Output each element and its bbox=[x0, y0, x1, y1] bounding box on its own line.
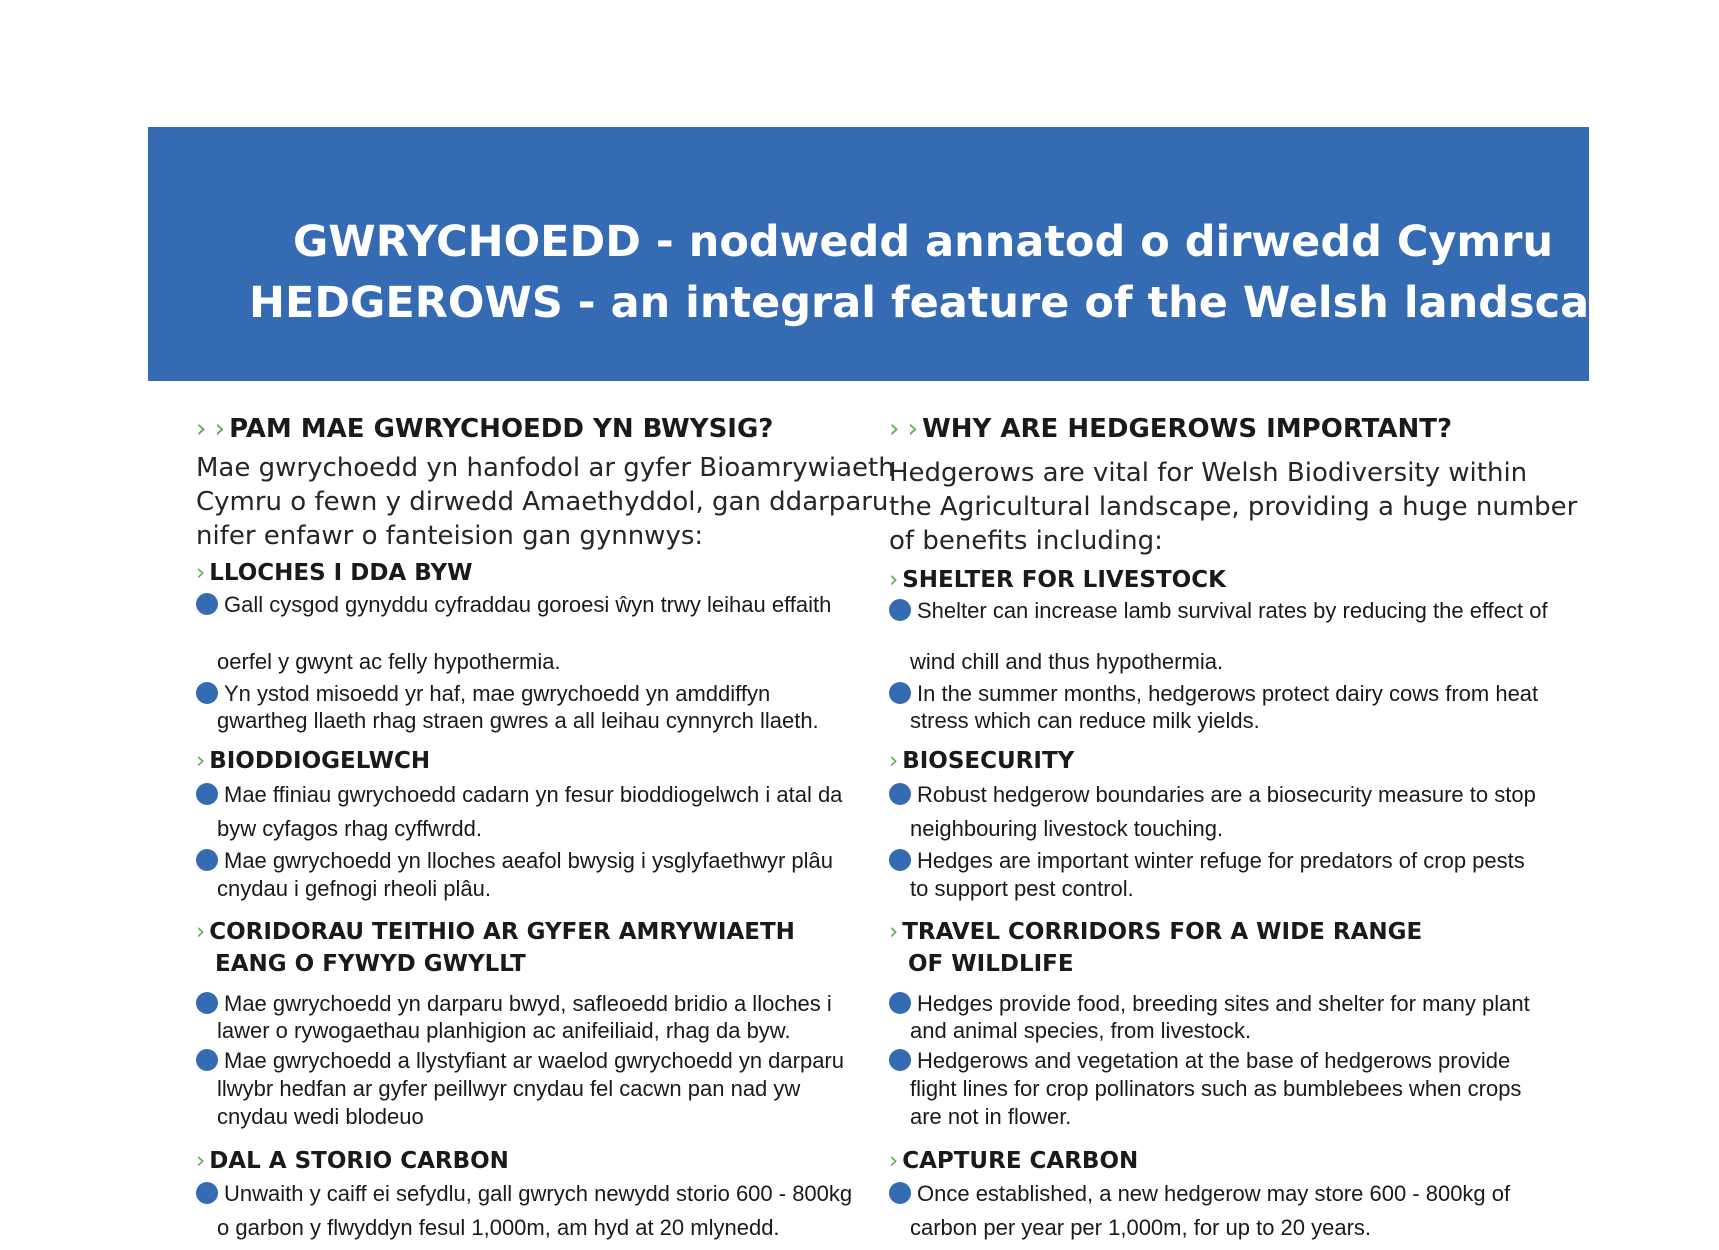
bullet-icon bbox=[196, 682, 218, 704]
list-item-continuation: byw cyfagos rhag cyffwrdd. bbox=[217, 816, 482, 841]
chevron-right-icon: › bbox=[889, 567, 899, 593]
bullet-icon bbox=[889, 849, 911, 871]
list-item: Hedges are important winter refuge for predators of crop pests bbox=[889, 847, 1525, 875]
list-item: Unwaith y caiff ei sefydlu, gall gwrych newydd storio 600 - 800kg bbox=[196, 1180, 852, 1208]
left-intro-line: Mae gwrychoedd yn hanfodol ar gyfer Bioamrywiaeth bbox=[196, 453, 895, 483]
list-item-continuation: stress which can reduce milk yields. bbox=[910, 708, 1260, 733]
title-banner bbox=[148, 127, 1650, 381]
chevron-right-icon: › › bbox=[889, 414, 919, 444]
chevron-right-icon: › bbox=[196, 919, 206, 945]
chevron-right-icon: › bbox=[889, 748, 899, 774]
chevron-right-icon: › bbox=[196, 560, 206, 586]
left-section-corridors-title-line2: EANG O FYWYD GWYLLT bbox=[215, 951, 526, 977]
bullet-icon bbox=[196, 992, 218, 1014]
right-heading-text: WHY ARE HEDGEROWS IMPORTANT? bbox=[922, 414, 1453, 444]
list-item-continuation: gwartheg llaeth rhag straen gwres a all leihau cynnyrch llaeth. bbox=[217, 708, 819, 733]
list-item-continuation: cnydau wedi blodeuo bbox=[217, 1104, 424, 1129]
right-section-shelter-title: › SHELTER FOR LIVESTOCK bbox=[889, 567, 1226, 593]
left-intro-line: nifer enfawr o fanteision gan gynnwys: bbox=[196, 521, 704, 551]
list-item-continuation: neighbouring livestock touching. bbox=[910, 816, 1224, 841]
bullet-icon bbox=[196, 1049, 218, 1071]
right-intro bbox=[889, 456, 1577, 558]
bullet-icon bbox=[196, 1182, 218, 1204]
list-item: Mae ffiniau gwrychoedd cadarn yn fesur bioddiogelwch i atal da bbox=[196, 781, 842, 809]
bullet-icon bbox=[889, 992, 911, 1014]
list-item: Once established, a new hedgerow may store 600 - 800kg of bbox=[889, 1180, 1510, 1208]
left-intro bbox=[196, 451, 895, 553]
list-item: Gall cysgod gynyddu cyfraddau goroesi ŵyn trwy leihau effaith bbox=[196, 591, 831, 619]
chevron-right-icon: › bbox=[889, 919, 899, 945]
title-welsh: GWRYCHOEDD - nodwedd annatod o dirwedd Cymru bbox=[293, 217, 1554, 267]
left-section-corridors-title: › CORIDORAU TEITHIO AR GYFER AMRYWIAETH bbox=[196, 919, 795, 945]
list-item: Yn ystod misoedd yr haf, mae gwrychoedd yn amddiffyn bbox=[196, 680, 770, 708]
bullet-icon bbox=[889, 599, 911, 621]
right-section-corridors-title-line2: OF WILDLIFE bbox=[908, 951, 1074, 977]
chevron-right-icon: › bbox=[196, 1148, 206, 1174]
right-section-corridors-title: › TRAVEL CORRIDORS FOR A WIDE RANGE bbox=[889, 919, 1423, 945]
chevron-right-icon: › › bbox=[196, 414, 226, 444]
list-item-continuation: are not in flower. bbox=[910, 1104, 1072, 1129]
right-section-carbon-title: › CAPTURE CARBON bbox=[889, 1148, 1139, 1174]
list-item: Mae gwrychoedd a llystyfiant ar waelod gwrychoedd yn darparu bbox=[196, 1047, 844, 1075]
right-intro-line: the Agricultural landscape, providing a huge number bbox=[889, 492, 1578, 522]
right-intro-line: Hedgerows are vital for Welsh Biodiversity within bbox=[889, 458, 1528, 488]
left-section-carbon-title: › DAL A STORIO CARBON bbox=[196, 1148, 509, 1174]
list-item: Hedgerows and vegetation at the base of hedgerows provide bbox=[889, 1047, 1510, 1075]
left-heading-text: PAM MAE GWRYCHOEDD YN BWYSIG? bbox=[229, 414, 774, 444]
right-section-biosecurity-title: › BIOSECURITY bbox=[889, 748, 1075, 774]
list-item-continuation: wind chill and thus hypothermia. bbox=[910, 649, 1224, 674]
bullet-icon bbox=[889, 783, 911, 805]
left-section-shelter-title: › LLOCHES I DDA BYW bbox=[196, 560, 473, 586]
list-item-continuation: to support pest control. bbox=[910, 876, 1134, 901]
list-item: Hedges provide food, breeding sites and shelter for many plant bbox=[889, 990, 1530, 1018]
title-english: HEDGEROWS - an integral feature of the Welsh landscape bbox=[249, 278, 1650, 328]
list-item-continuation: oerfel y gwynt ac felly hypothermia. bbox=[217, 649, 561, 674]
list-item-continuation: o garbon y flwyddyn fesul 1,000m, am hyd at 20 mlynedd. bbox=[217, 1215, 780, 1240]
chevron-right-icon: › bbox=[196, 748, 206, 774]
list-item: Mae gwrychoedd yn lloches aeafol bwysig i ysglyfaethwyr plâu bbox=[196, 847, 833, 875]
left-intro-line: Cymru o fewn y dirwedd Amaethyddol, gan ddarparu bbox=[196, 487, 889, 517]
bullet-icon bbox=[196, 849, 218, 871]
list-item-continuation: and animal species, from livestock. bbox=[910, 1018, 1252, 1043]
bullet-icon bbox=[889, 1182, 911, 1204]
list-item: Shelter can increase lamb survival rates by reducing the effect of bbox=[889, 597, 1548, 625]
bullet-icon bbox=[889, 682, 911, 704]
list-item: Mae gwrychoedd yn darparu bwyd, safleoedd bridio a lloches i bbox=[196, 990, 832, 1018]
right-heading bbox=[889, 414, 1452, 444]
left-section-biosecurity-title: › BIODDIOGELWCH bbox=[196, 748, 431, 774]
list-item: In the summer months, hedgerows protect dairy cows from heat bbox=[889, 680, 1538, 708]
list-item-continuation: lawer o rywogaethau planhigion ac anifeiliaid, rhag da byw. bbox=[217, 1018, 791, 1043]
list-item-continuation: llwybr hedfan ar gyfer peillwyr cnydau fel cacwn pan nad yw bbox=[217, 1076, 801, 1101]
bullet-icon bbox=[889, 1049, 911, 1071]
bullet-icon bbox=[196, 593, 218, 615]
left-heading bbox=[196, 414, 773, 444]
right-intro-line: of benefits including: bbox=[889, 526, 1163, 556]
list-item-continuation: carbon per year per 1,000m, for up to 20 years. bbox=[910, 1215, 1372, 1240]
chevron-right-icon: › bbox=[889, 1148, 899, 1174]
bullet-icon bbox=[196, 783, 218, 805]
list-item-continuation: cnydau i gefnogi rheoli plâu. bbox=[217, 876, 491, 901]
list-item-continuation: flight lines for crop pollinators such as bumblebees when crops bbox=[910, 1076, 1522, 1101]
list-item: Robust hedgerow boundaries are a biosecurity measure to stop bbox=[889, 781, 1536, 809]
